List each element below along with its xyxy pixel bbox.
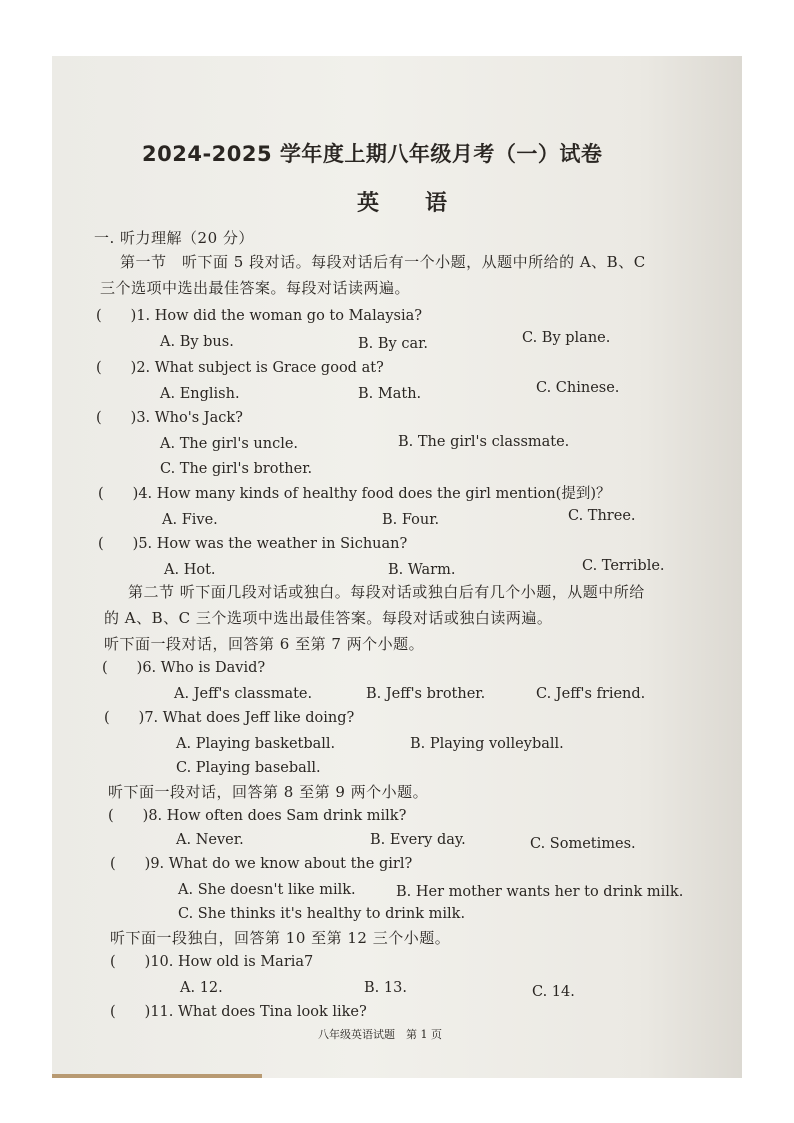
- q10-option-b: B. 13.: [364, 980, 407, 996]
- q7-option-c: C. Playing baseball.: [176, 760, 321, 776]
- q9-option-b: B. Her mother wants her to drink milk.: [396, 884, 684, 900]
- q1-option-c: C. By plane.: [522, 330, 611, 346]
- q6-option-c: C. Jeff's friend.: [536, 686, 646, 702]
- q4-option-b: B. Four.: [382, 512, 440, 528]
- q6-option-a: A. Jeff's classmate.: [174, 686, 313, 702]
- q9-option-c: C. She thinks it's healthy to drink milk.: [178, 906, 466, 922]
- q5-option-a: A. Hot.: [164, 562, 216, 578]
- section-heading: 一. 听力理解（20 分）: [94, 229, 254, 247]
- question-5-stem: ( )5. How was the weather in Sichuan?: [98, 536, 408, 552]
- q7-option-a: A. Playing basketball.: [176, 736, 336, 752]
- question-9-stem: ( )9. What do we know about the girl?: [110, 856, 413, 872]
- q1-option-b: B. By car.: [358, 336, 429, 352]
- part1-intro-line2: 三个选项中选出最佳答案。每段对话读两遍。: [100, 279, 411, 297]
- question-6-stem: ( )6. Who is David?: [102, 660, 266, 676]
- q2-option-a: A. English.: [160, 386, 240, 402]
- paper-edge: [52, 1074, 262, 1078]
- part1-intro-line1: 第一节 听下面 5 段对话。每段对话后有一个小题，从题中所给的 A、B、C: [120, 253, 646, 271]
- group1-intro: 听下面一段对话，回答第 6 至第 7 两个小题。: [104, 635, 425, 653]
- part2-intro-line2: 的 A、B、C 三个选项中选出最佳答案。每段对话或独白读两遍。: [104, 609, 553, 627]
- q3-option-b: B. The girl's classmate.: [398, 434, 570, 450]
- question-10-stem: ( )10. How old is Maria7: [110, 954, 314, 970]
- question-4-stem: ( )4. How many kinds of healthy food does the girl mention(提到)？: [98, 486, 611, 502]
- q5-option-c: C. Terrible.: [582, 558, 665, 574]
- q2-option-b: B. Math.: [358, 386, 422, 402]
- q3-option-c: C. The girl's brother.: [160, 461, 313, 477]
- q2-option-c: C. Chinese.: [536, 380, 620, 396]
- part2-intro-line1: 第二节 听下面几段对话或独白。每段对话或独白后有几个小题，从题中所给: [128, 583, 645, 601]
- question-7-stem: ( )7. What does Jeff like doing?: [104, 710, 355, 726]
- q8-option-b: B. Every day.: [370, 832, 466, 848]
- q4-option-c: C. Three.: [568, 508, 636, 524]
- q8-option-a: A. Never.: [176, 832, 244, 848]
- question-1-stem: ( )1. How did the woman go to Malaysia?: [96, 308, 423, 324]
- q8-option-c: C. Sometimes.: [530, 836, 636, 852]
- q6-option-b: B. Jeff's brother.: [366, 686, 486, 702]
- page-footer: 八年级英语试题 第 1 页: [318, 1028, 442, 1041]
- subject-title: 英 语: [357, 191, 460, 216]
- q9-option-a: A. She doesn't like milk.: [178, 882, 356, 898]
- q4-option-a: A. Five.: [162, 512, 218, 528]
- q10-option-c: C. 14.: [532, 984, 575, 1000]
- q3-option-a: A. The girl's uncle.: [160, 436, 299, 452]
- group3-intro: 听下面一段独白，回答第 10 至第 12 三个小题。: [110, 929, 451, 947]
- group2-intro: 听下面一段对话，回答第 8 至第 9 两个小题。: [108, 783, 429, 801]
- exam-paper: [52, 56, 742, 1078]
- exam-title: 2024-2025 学年度上期八年级月考（一）试卷: [142, 142, 603, 166]
- question-11-stem: ( )11. What does Tina look like?: [110, 1004, 367, 1020]
- question-2-stem: ( )2. What subject is Grace good at?: [96, 360, 384, 376]
- q10-option-a: A. 12.: [180, 980, 223, 996]
- q7-option-b: B. Playing volleyball.: [410, 736, 564, 752]
- q1-option-a: A. By bus.: [160, 334, 234, 350]
- q5-option-b: B. Warm.: [388, 562, 456, 578]
- question-3-stem: ( )3. Who's Jack?: [96, 410, 243, 426]
- question-8-stem: ( )8. How often does Sam drink milk?: [108, 808, 407, 824]
